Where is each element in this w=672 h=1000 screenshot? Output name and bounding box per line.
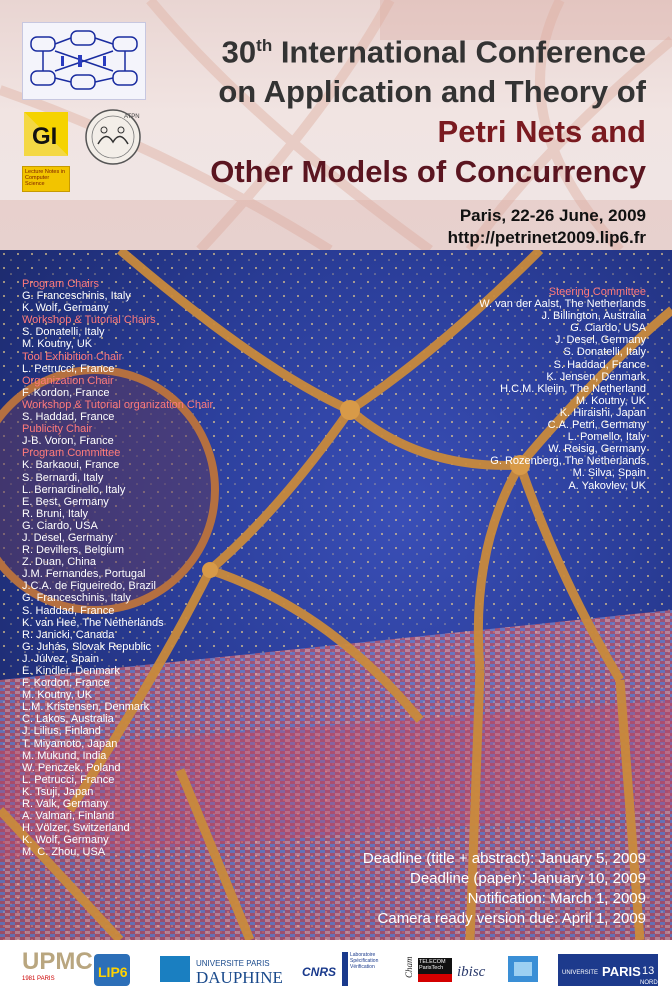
lip6-logo: [92, 950, 132, 990]
section-heading: Program Committee: [22, 447, 121, 460]
cham-logo-icon: [394, 950, 414, 990]
telecom-text: TELECOM ParisTech: [419, 959, 446, 971]
member-name: S. Haddad, France: [22, 411, 115, 424]
title-number: 30: [221, 34, 257, 70]
section-heading: Organization Chair: [22, 374, 114, 387]
member-name: A. Valmari, Finland: [22, 810, 115, 823]
member-name: K. Wolf, Germany: [22, 834, 109, 847]
member-name: J.M. Fernandes, Portugal: [22, 568, 146, 581]
lncs-text: Lecture Notes in Computer Science: [25, 169, 66, 187]
member-name: R. Bruni, Italy: [22, 507, 89, 520]
member-name: J. Desel, Germany: [22, 531, 114, 544]
paris13-main-text: PARIS: [602, 964, 641, 979]
member-name: W. van der Aalst, The Netherlands: [479, 298, 646, 311]
date-and-url: [448, 205, 646, 249]
member-name: G. Ciardo, USA: [570, 322, 646, 335]
paris13-small-text: UNIVERSITE: [562, 970, 599, 976]
member-name: S. Donatelli, Italy: [563, 346, 646, 359]
member-name: R. Valk, Germany: [22, 798, 108, 811]
cham-text: Cham: [404, 956, 414, 978]
member-name: J.C.A. de Figueiredo, Brazil: [22, 580, 156, 593]
title-line-1: [210, 26, 646, 72]
sponsors-footer: [0, 940, 672, 1000]
lsv-logo: [342, 950, 390, 990]
dauphine-main-text: DAUPHINE: [196, 968, 283, 987]
cnrs-text: CNRS: [302, 965, 337, 979]
section-heading: Workshop & Tutorial organization Chair: [22, 398, 214, 411]
member-name: G. Juhás, Slovak Republic: [22, 640, 152, 653]
member-name: W. Reisig, Germany: [548, 443, 646, 456]
svg-text:GI: GI: [32, 123, 58, 150]
telecom-logo-icon: [418, 950, 452, 990]
workshop-tutorial-chairs-section: [22, 314, 232, 350]
paris13-number: 13: [642, 965, 655, 977]
member-name: M. Koutny, UK: [22, 338, 93, 351]
ibisc-text: ibisc: [457, 964, 486, 980]
lsv-text: Laboratoire Spécification Vérification: [350, 952, 379, 970]
member-name: T. Miyamoto, Japan: [22, 737, 118, 750]
section-heading: Publicity Chair: [22, 423, 93, 436]
seal-text: ATPN: [124, 114, 140, 120]
member-name: M. Mukund, India: [22, 749, 107, 762]
telecom-logo: [418, 950, 452, 990]
member-name: J. Júlvez, Spain: [22, 652, 100, 665]
section-heading: Workshop & Tutorial Chairs: [22, 314, 156, 327]
member-name: E. Kindler, Denmark: [22, 665, 120, 677]
member-name: K. Hiraishi, Japan: [559, 406, 646, 419]
date-place: Paris, 22-26 June, 2009: [459, 206, 646, 225]
member-name: M. Silva, Spain: [572, 467, 646, 480]
conference-title: [210, 26, 646, 192]
title-line-1-rest: International Conference: [272, 34, 646, 70]
camera-ready-date: Camera ready version due: April 1, 2009: [377, 910, 646, 927]
member-name: J. Lilius, Finland: [22, 725, 101, 738]
member-name: J. Billington, Australia: [541, 310, 646, 323]
upmc-logo: UPMC: [22, 948, 93, 975]
program-committee-section: [22, 447, 232, 858]
member-name: M. C. Zhou, USA: [22, 846, 106, 859]
member-name: S. Haddad, France: [553, 358, 646, 371]
member-name: S. Donatelli, Italy: [22, 326, 105, 339]
member-name: F. Kordon, France: [22, 386, 110, 399]
blue-square-logo: [506, 950, 542, 990]
cnrs-logo-icon: [300, 950, 340, 990]
member-name: K. van Hee, The Netherlands: [22, 616, 164, 629]
member-name: S. Bernardi, Italy: [22, 471, 104, 484]
member-name: K. Tsuji, Japan: [22, 785, 94, 798]
blue-square-logo-icon: [506, 950, 542, 990]
member-name: F. Kordon, France: [22, 677, 110, 690]
title-line-4: Other Models of Concurrency: [210, 154, 646, 190]
gi-logo-icon: [24, 112, 68, 156]
deadline-paper: Deadline (paper): January 10, 2009: [410, 870, 646, 887]
paris13-logo-icon: [558, 950, 658, 990]
dauphine-top-text: UNIVERSITE PARIS: [196, 959, 270, 968]
paris13-logo: [558, 950, 658, 990]
member-name: Z. Duan, China: [22, 556, 96, 569]
dauphine-logo-icon: [160, 950, 296, 990]
organization-chair-section: [22, 375, 232, 399]
member-name: H.C.M. Kleijn, The Netherland: [500, 382, 646, 395]
member-name: A. Yakovlev, UK: [568, 479, 646, 492]
member-name: J-B. Voron, France: [22, 435, 114, 448]
title-ordinal: th: [256, 36, 273, 55]
member-name: W. Penczek, Poland: [22, 761, 121, 774]
cnrs-logo: [300, 950, 340, 990]
member-name: L. Petrucci, France: [22, 773, 115, 786]
member-name: R. Janicki, Canada: [22, 628, 115, 641]
member-name: L. Petrucci, France: [22, 362, 115, 375]
title-line-2: on Application and Theory of: [218, 74, 646, 110]
member-name: J. Desel, Germany: [554, 334, 646, 347]
member-name: G. Franceschinis, Italy: [22, 592, 131, 605]
header-banner: [0, 0, 672, 250]
conference-seal-logo: [84, 108, 142, 166]
petri-net-diagram-icon: [23, 23, 145, 99]
member-name: M. Koutny, UK: [575, 394, 646, 407]
section-heading: Tool Exhibition Chair: [22, 350, 123, 363]
committees-left-column: [22, 278, 232, 859]
lsv-logo-icon: [342, 950, 390, 990]
member-name: K. Wolf, Germany: [22, 302, 109, 315]
gi-logo: [24, 112, 68, 156]
member-name: G. Franceschinis, Italy: [22, 290, 131, 303]
program-chairs-section: [22, 278, 232, 314]
member-name: K. Barkaoui, France: [22, 459, 120, 472]
member-name: L.M. Kristensen, Denmark: [22, 701, 150, 714]
title-line-3: Petri Nets and: [437, 114, 646, 150]
steering-committee-column: [386, 286, 646, 492]
member-name: H. Völzer, Switzerland: [22, 822, 130, 835]
workshop-organization-chair-section: [22, 399, 232, 423]
member-name: L. Pomello, Italy: [567, 431, 646, 444]
member-name: R. Devillers, Belgium: [22, 544, 125, 557]
paris13-sub: NORD: [640, 980, 658, 986]
lip6-logo-icon: [92, 950, 132, 990]
petri-net-logo: [22, 22, 146, 100]
member-name: S. Haddad, France: [22, 604, 115, 617]
member-name: K. Jensen, Denmark: [546, 370, 646, 383]
member-name: G. Ciardo, USA: [22, 519, 98, 532]
dauphine-logo: [160, 950, 296, 990]
deadline-abstract: Deadline (title + abstract): January 5, 2009: [362, 850, 646, 867]
publicity-chair-section: [22, 423, 232, 447]
upmc-subtitle: 1981 PARIS: [22, 976, 55, 982]
member-name: M. Koutny, UK: [22, 689, 93, 702]
member-name: E. Best, Germany: [22, 495, 109, 508]
deadlines-block: [363, 849, 646, 929]
member-name: C. Lakos, Australia: [22, 713, 114, 726]
member-name: G. Rozenberg, The Netherlands: [490, 455, 646, 468]
cham-logo: [394, 950, 414, 990]
member-name: L. Bernardinello, Italy: [22, 483, 126, 496]
section-heading: Program Chairs: [22, 278, 100, 290]
tool-exhibition-chair-section: [22, 351, 232, 375]
section-heading: Steering Committee: [548, 286, 646, 298]
notification-date: Notification: March 1, 2009: [467, 890, 646, 907]
lip6-text: LIP6: [98, 964, 128, 980]
ibisc-logo: [455, 950, 499, 990]
conference-url[interactable]: http://petrinet2009.lip6.fr: [447, 228, 646, 247]
lncs-logo: [22, 166, 70, 192]
ibisc-logo-icon: [455, 950, 499, 990]
member-name: C.A. Petri, Germany: [547, 419, 646, 432]
